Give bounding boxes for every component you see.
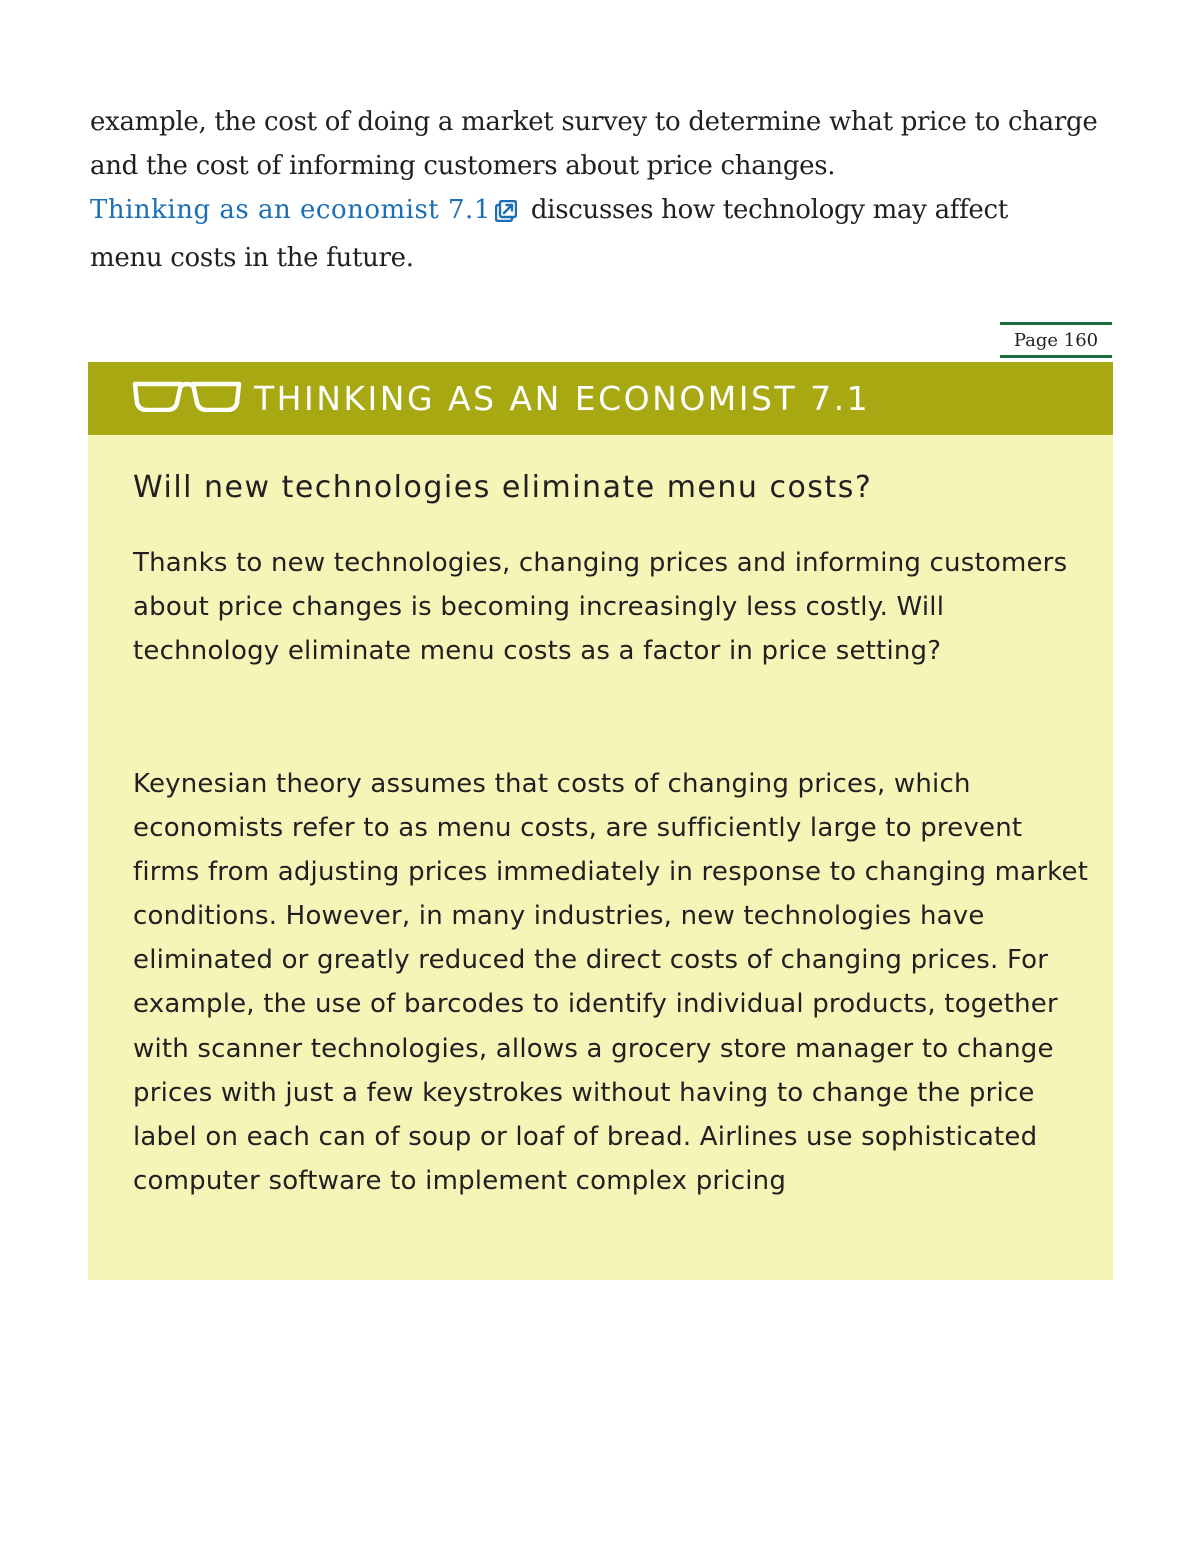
thinking-as-economist-link[interactable]: Thinking as an economist 7.1 <box>90 195 491 225</box>
box-question-heading: Will new technologies eliminate menu costs? <box>133 470 873 505</box>
box-paragraph-1: Thanks to new technologies, changing prices and informing customers about price changes is becoming increasingly less costly. Will technology eliminate menu costs as a factor in price setting? <box>133 548 1068 667</box>
intro-link-continuation: discusses how technology may affect <box>530 195 1008 225</box>
external-link-icon[interactable] <box>495 192 517 236</box>
intro-line: menu costs in the future. <box>90 243 414 273</box>
intro-line-with-link <box>90 188 1120 236</box>
glasses-icon <box>132 380 242 417</box>
thinking-as-economist-box <box>88 362 1113 1280</box>
page-number-marker: Page 160 <box>1000 322 1112 358</box>
box-header <box>88 362 1113 435</box>
intro-line: example, the cost of doing a market survey to determine what price to charge <box>90 107 1098 137</box>
intro-line: and the cost of informing customers about price changes. <box>90 151 836 181</box>
box-paragraph-2: Keynesian theory assumes that costs of changing prices, which economists refer to as menu costs, are sufficiently large to prevent firms from adjusting prices immediately in response to changing market conditions. However, in many industries, new technologies have eliminated or greatly reduced the direct costs of changing prices. For example, the use of barcodes to identify individual products, together with scanner technologies, allows a grocery store manager to change prices with just a few keystrokes without having to change the price label on each can of soup or loaf of bread. Airlines use sophisticated computer software to implement complex pricing <box>133 769 1089 1196</box>
intro-text <box>90 100 1120 280</box>
box-title: THINKING AS AN ECONOMIST 7.1 <box>254 379 871 418</box>
